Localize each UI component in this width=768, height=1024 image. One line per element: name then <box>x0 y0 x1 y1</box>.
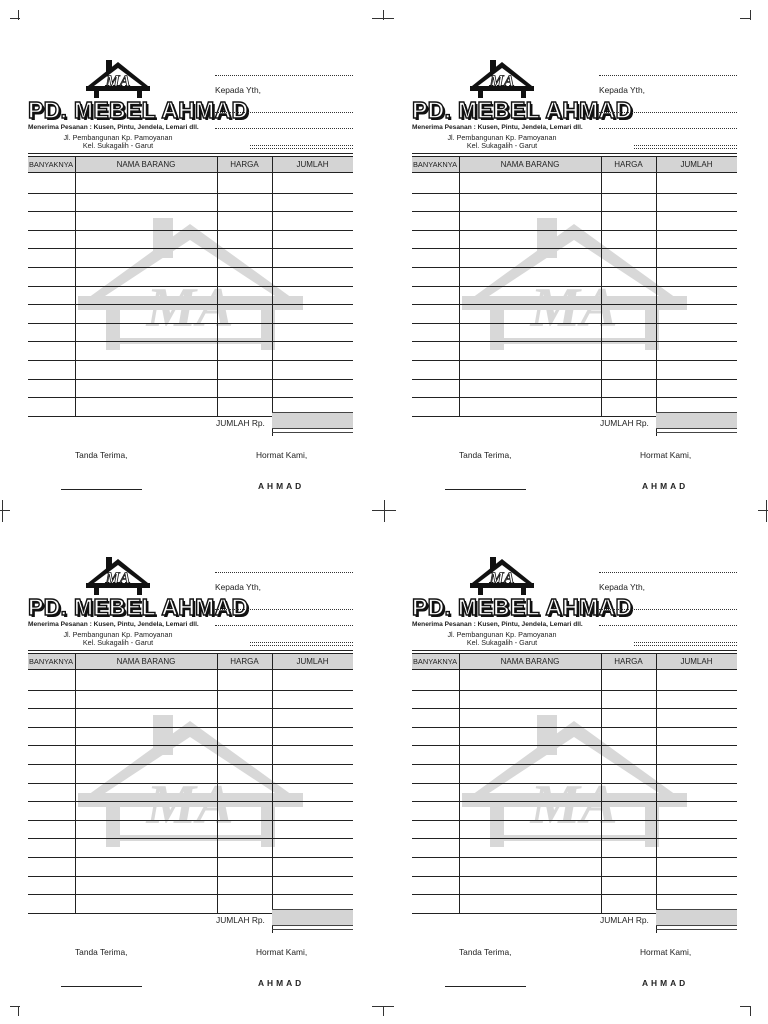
company-tagline: Menerima Pesanan : Kusen, Pintu, Jendela, Lemari dll. <box>412 621 583 628</box>
recipient-label: Kepada Yth, <box>215 85 261 95</box>
signer-name: AHMAD <box>258 978 305 988</box>
crop-mark <box>383 1006 384 1016</box>
total-amount-field[interactable] <box>656 412 737 429</box>
receiver-signature-line[interactable] <box>445 986 526 987</box>
column-divider <box>459 156 460 416</box>
table-row[interactable] <box>28 397 353 398</box>
table-row[interactable] <box>28 727 353 728</box>
table-row[interactable] <box>28 820 353 821</box>
table-row[interactable] <box>412 323 737 324</box>
recipient-line[interactable] <box>634 642 737 643</box>
table-row[interactable] <box>412 820 737 821</box>
crop-mark <box>384 500 385 522</box>
table-row[interactable] <box>412 708 737 709</box>
table-row[interactable] <box>28 230 353 231</box>
column-divider <box>272 653 273 913</box>
column-divider <box>601 156 602 416</box>
table-row[interactable] <box>28 857 353 858</box>
invoice-form <box>412 555 737 1024</box>
recipient-line[interactable] <box>215 128 353 129</box>
table-row[interactable] <box>28 708 353 709</box>
column-header: NAMA BARANG <box>116 160 176 169</box>
table-row[interactable] <box>412 783 737 784</box>
house-logo-icon <box>470 557 534 595</box>
crop-mark <box>2 500 3 522</box>
column-header: BANYAKNYA <box>413 657 458 666</box>
column-header: BANYAKNYA <box>413 160 458 169</box>
column-header: JUMLAH <box>680 160 713 169</box>
signer-name: AHMAD <box>258 481 305 491</box>
table-row[interactable] <box>412 341 737 342</box>
table-row[interactable] <box>28 690 353 691</box>
table-row[interactable] <box>412 764 737 765</box>
regards-label: Hormat Kami, <box>256 450 308 460</box>
invoice-form <box>28 58 353 528</box>
recipient-line <box>250 148 353 149</box>
house-logo-icon <box>86 557 150 595</box>
table-row[interactable] <box>412 745 737 746</box>
column-divider <box>459 653 460 913</box>
recipient-line[interactable] <box>215 625 353 626</box>
company-address-line1: Jl. Pembangunan Kp. Pamoyanan <box>63 630 173 639</box>
crop-mark <box>766 500 767 522</box>
column-header: HARGA <box>614 160 643 169</box>
table-row[interactable] <box>28 193 353 194</box>
crop-mark <box>18 10 19 20</box>
table-row[interactable] <box>28 248 353 249</box>
table-header <box>412 653 737 670</box>
table-row[interactable] <box>412 230 737 231</box>
logo-monogram: MA <box>105 73 131 90</box>
column-header: NAMA BARANG <box>500 657 560 666</box>
total-label: JUMLAH Rp. <box>216 418 265 428</box>
table-row[interactable] <box>28 876 353 877</box>
received-label: Tanda Terima, <box>75 450 128 460</box>
column-header: NAMA BARANG <box>116 657 176 666</box>
company-address-line2: Kel. Sukagalih - Garut <box>82 638 154 647</box>
recipient-label: Kepada Yth, <box>599 85 645 95</box>
column-divider <box>656 653 657 913</box>
signer-name: AHMAD <box>642 978 689 988</box>
house-logo-icon <box>470 60 534 98</box>
table-row[interactable] <box>412 379 737 380</box>
column-header: JUMLAH <box>296 160 329 169</box>
column-divider <box>217 156 218 416</box>
table-row[interactable] <box>412 286 737 287</box>
company-name: PD. MEBEL AHMAD <box>412 97 633 123</box>
table-row[interactable] <box>28 838 353 839</box>
table-row[interactable] <box>412 727 737 728</box>
column-divider <box>601 653 602 913</box>
company-address-line2: Kel. Sukagalih - Garut <box>466 638 538 647</box>
table-row[interactable] <box>412 690 737 691</box>
company-address-line1: Jl. Pembangunan Kp. Pamoyanan <box>447 630 557 639</box>
table-row[interactable] <box>412 397 737 398</box>
table-header <box>28 156 353 173</box>
table-row[interactable] <box>28 211 353 212</box>
regards-label: Hormat Kami, <box>256 947 308 957</box>
svg-text:MA: MA <box>146 277 234 339</box>
table-row[interactable] <box>412 801 737 802</box>
table-row[interactable] <box>28 379 353 380</box>
table-row[interactable] <box>412 838 737 839</box>
svg-text:MA: MA <box>530 277 618 339</box>
column-header: BANYAKNYA <box>29 657 74 666</box>
crop-mark <box>740 1006 750 1007</box>
recipient-line[interactable] <box>215 572 353 573</box>
house-logo-icon <box>86 60 150 98</box>
table-row[interactable] <box>412 304 737 305</box>
recipient-line[interactable] <box>599 572 737 573</box>
recipient-line <box>250 645 353 646</box>
column-header: HARGA <box>230 160 259 169</box>
column-divider <box>217 653 218 913</box>
recipient-line <box>634 148 737 149</box>
received-label: Tanda Terima, <box>75 947 128 957</box>
table-row[interactable] <box>28 341 353 342</box>
column-divider <box>75 156 76 416</box>
recipient-line[interactable] <box>215 609 353 610</box>
table-row[interactable] <box>28 801 353 802</box>
column-divider <box>75 653 76 913</box>
regards-label: Hormat Kami, <box>640 450 692 460</box>
total-amount-field[interactable] <box>272 909 353 926</box>
recipient-line <box>634 645 737 646</box>
recipient-line[interactable] <box>599 625 737 626</box>
recipient-line[interactable] <box>634 145 737 146</box>
crop-mark <box>18 1006 19 1016</box>
table-row[interactable] <box>28 360 353 361</box>
column-header: JUMLAH <box>296 657 329 666</box>
crop-mark <box>750 10 751 20</box>
table-row[interactable] <box>412 193 737 194</box>
items-table <box>28 650 353 930</box>
table-row[interactable] <box>28 764 353 765</box>
column-header: JUMLAH <box>680 657 713 666</box>
total-amount-field[interactable] <box>272 412 353 429</box>
company-name: PD. MEBEL AHMAD <box>412 594 633 620</box>
invoice-form <box>28 555 353 1024</box>
recipient-line[interactable] <box>215 112 353 113</box>
table-header <box>28 653 353 670</box>
company-address-line1: Jl. Pembangunan Kp. Pamoyanan <box>447 133 557 142</box>
recipient-line[interactable] <box>215 75 353 76</box>
items-table <box>28 153 353 433</box>
receiver-signature-line[interactable] <box>445 489 526 490</box>
recipient-line[interactable] <box>250 145 353 146</box>
company-address-line1: Jl. Pembangunan Kp. Pamoyanan <box>63 133 173 142</box>
total-label: JUMLAH Rp. <box>600 418 649 428</box>
logo-monogram: MA <box>489 570 515 587</box>
company-tagline: Menerima Pesanan : Kusen, Pintu, Jendela, Lemari dll. <box>28 621 199 628</box>
table-row[interactable] <box>412 360 737 361</box>
table-row[interactable] <box>28 745 353 746</box>
signer-name: AHMAD <box>642 481 689 491</box>
crop-mark <box>383 10 384 20</box>
recipient-line[interactable] <box>599 609 737 610</box>
total-amount-field[interactable] <box>656 909 737 926</box>
company-tagline: Menerima Pesanan : Kusen, Pintu, Jendela, Lemari dll. <box>412 124 583 131</box>
table-row[interactable] <box>412 267 737 268</box>
table-row[interactable] <box>412 248 737 249</box>
column-header: HARGA <box>230 657 259 666</box>
column-divider <box>656 156 657 416</box>
recipient-label: Kepada Yth, <box>215 582 261 592</box>
svg-text:MA: MA <box>530 774 618 836</box>
company-tagline: Menerima Pesanan : Kusen, Pintu, Jendela, Lemari dll. <box>28 124 199 131</box>
logo-monogram: MA <box>489 73 515 90</box>
table-row[interactable] <box>28 894 353 895</box>
crop-mark <box>750 1006 751 1016</box>
recipient-label: Kepada Yth, <box>599 582 645 592</box>
recipient-line[interactable] <box>250 642 353 643</box>
items-table <box>412 650 737 930</box>
table-row[interactable] <box>28 286 353 287</box>
company-address-line2: Kel. Sukagalih - Garut <box>466 141 538 150</box>
column-header: BANYAKNYA <box>29 160 74 169</box>
table-row[interactable] <box>412 876 737 877</box>
column-header: HARGA <box>614 657 643 666</box>
table-row[interactable] <box>28 304 353 305</box>
table-row[interactable] <box>412 211 737 212</box>
table-row[interactable] <box>28 323 353 324</box>
table-row[interactable] <box>28 783 353 784</box>
received-label: Tanda Terima, <box>459 947 512 957</box>
svg-text:MA: MA <box>146 774 234 836</box>
company-name: PD. MEBEL AHMAD <box>28 97 249 123</box>
recipient-line[interactable] <box>599 75 737 76</box>
company-name: PD. MEBEL AHMAD <box>28 594 249 620</box>
column-divider <box>272 156 273 416</box>
company-address-line2: Kel. Sukagalih - Garut <box>82 141 154 150</box>
recipient-line[interactable] <box>599 128 737 129</box>
table-row[interactable] <box>28 267 353 268</box>
recipient-line[interactable] <box>599 112 737 113</box>
logo-monogram: MA <box>105 570 131 587</box>
receiver-signature-line[interactable] <box>61 489 142 490</box>
total-label: JUMLAH Rp. <box>216 915 265 925</box>
column-header: NAMA BARANG <box>500 160 560 169</box>
receiver-signature-line[interactable] <box>61 986 142 987</box>
invoice-form <box>412 58 737 528</box>
table-row[interactable] <box>412 894 737 895</box>
table-row[interactable] <box>412 857 737 858</box>
regards-label: Hormat Kami, <box>640 947 692 957</box>
crop-mark <box>740 18 750 19</box>
total-label: JUMLAH Rp. <box>600 915 649 925</box>
received-label: Tanda Terima, <box>459 450 512 460</box>
table-header <box>412 156 737 173</box>
items-table <box>412 153 737 433</box>
